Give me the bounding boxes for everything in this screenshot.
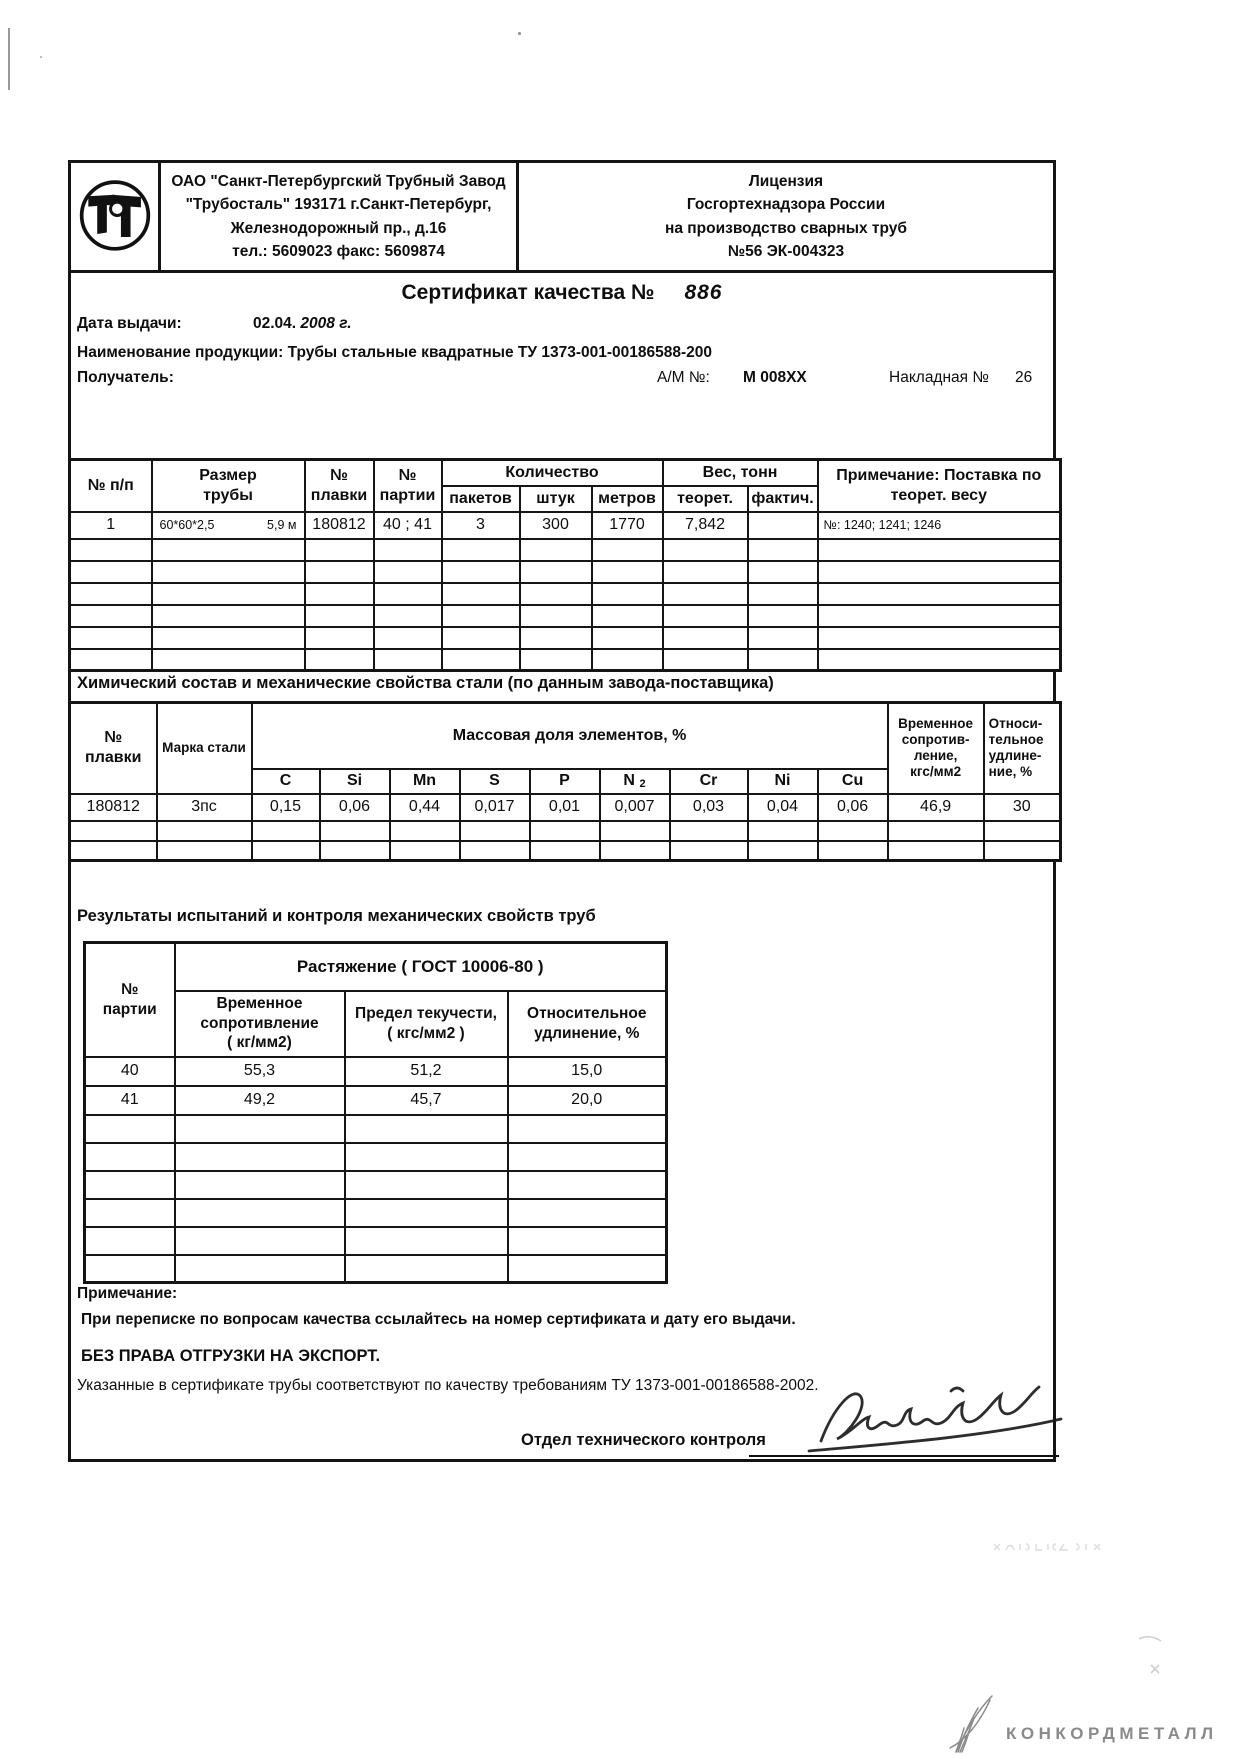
receiver-label: Получатель: <box>77 369 174 386</box>
cell-ni: 0,04 <box>748 794 818 821</box>
table-row <box>85 1227 667 1255</box>
cell-weight-theor: 7,842 <box>663 512 748 539</box>
scan-artifact-dot <box>518 32 521 35</box>
certificate-number: 886 <box>684 281 723 304</box>
product-line: Наименование продукции: Трубы стальные квадратные ТУ 1373-001-00186588-200 <box>77 344 713 361</box>
table-header-row <box>70 460 1061 486</box>
cell-cr: 0,03 <box>670 794 748 821</box>
col-elongation: Относи- тельное удлине- ние, % <box>984 703 1061 794</box>
col-element-ni: Ni <box>748 769 818 794</box>
cell-yield: 45,7 <box>345 1086 508 1115</box>
col-element-p: P <box>530 769 600 794</box>
table-row <box>85 1255 667 1283</box>
table-row <box>70 821 1061 841</box>
table-row <box>85 1171 667 1199</box>
date-label: Дата выдачи: <box>77 315 182 332</box>
invoice-label: Накладная № <box>889 369 989 386</box>
table-row <box>70 794 1061 821</box>
table-row <box>85 1057 667 1086</box>
col-element-s: S <box>460 769 530 794</box>
license-line: Госгортехнадзора России <box>686 196 886 214</box>
empty-cell <box>70 561 152 583</box>
table-row <box>70 539 1061 561</box>
cell-melt: 180812 <box>305 512 374 539</box>
col-packs: пакетов <box>442 486 520 512</box>
table-row <box>70 605 1061 627</box>
col-element-n2: N 2 <box>600 769 670 794</box>
col-pieces: штук <box>520 486 592 512</box>
fan-leaf-logo-icon <box>946 1694 998 1759</box>
empty-cell <box>85 1199 175 1227</box>
mechanical-caption: Результаты испытаний и контроля механических свойств труб <box>77 907 596 925</box>
empty-cell <box>70 539 152 561</box>
tt-monogram-logo-icon <box>75 174 155 259</box>
col-size: Размер трубы <box>152 460 305 512</box>
col-yield: Предел текучести, ( кгс/мм2 ) <box>345 991 508 1057</box>
col-tensile-strength: Временное сопротив- ление, кгс/мм2 <box>888 703 984 794</box>
col-batch: № партии <box>85 943 175 1057</box>
scan-artifact-dot <box>40 56 42 58</box>
am-label: А/М №: <box>657 369 710 386</box>
cell-grade: 3пс <box>157 794 252 821</box>
company-info <box>161 163 519 270</box>
cell-pieces: 300 <box>520 512 592 539</box>
table-row <box>85 1086 667 1115</box>
empty-cell <box>70 605 152 627</box>
cell-p: 0,01 <box>530 794 600 821</box>
cell-si: 0,06 <box>320 794 390 821</box>
col-grade: Марка стали <box>157 703 252 794</box>
empty-cell <box>70 821 157 841</box>
table-row <box>85 1199 667 1227</box>
cell-n2: 0,007 <box>600 794 670 821</box>
group-weight: Вес, тонн <box>663 460 818 486</box>
license-line: №56 ЭК-004323 <box>727 242 845 260</box>
group-tension: Растяжение ( ГОСТ 10006-80 ) <box>175 943 667 991</box>
empty-cell <box>85 1255 175 1283</box>
cell-elongation: 15,0 <box>508 1057 667 1086</box>
am-value: М 008ХХ <box>743 369 807 386</box>
empty-cell <box>70 627 152 649</box>
col-fact: фактич. <box>748 486 818 512</box>
col-element-cr: Cr <box>670 769 748 794</box>
table-row <box>85 1115 667 1143</box>
cell-s: 0,017 <box>460 794 530 821</box>
notes-line-3: Указанные в сертификате трубы соответствуют по качеству требованиям ТУ 1373-001-00186588-2002. <box>77 1377 819 1394</box>
cell-elongation: 30 <box>984 794 1061 821</box>
col-melt: № плавки <box>70 703 157 794</box>
tensile-table <box>83 941 668 1284</box>
col-meters: метров <box>592 486 663 512</box>
company-line: ОАО "Санкт-Петербургский Трубный Завод <box>171 173 506 190</box>
certificate-title <box>71 281 1053 305</box>
col-melt: № плавки <box>305 460 374 512</box>
group-quantity: Количество <box>442 460 663 486</box>
empty-cell <box>70 649 152 671</box>
cell-meters: 1770 <box>592 512 663 539</box>
cell-mn: 0,44 <box>390 794 460 821</box>
title-label: Сертификат качества № <box>401 281 655 304</box>
cell-strength: 49,2 <box>175 1086 345 1115</box>
shipment-table <box>68 458 1062 672</box>
table-row <box>85 1143 667 1171</box>
table-header-row <box>85 943 667 991</box>
cell-elongation: 20,0 <box>508 1086 667 1115</box>
cell-strength: 55,3 <box>175 1057 345 1086</box>
qc-department-label: Отдел технического контроля <box>521 1431 766 1449</box>
cell-batch: 40 ; 41 <box>374 512 442 539</box>
chemistry-caption: Химический состав и механические свойства стали (по данным завода-поставщика) <box>77 674 774 692</box>
cell-strength: 46,9 <box>888 794 984 821</box>
col-elongation: Относительное удлинение, % <box>508 991 667 1057</box>
footer-brand <box>946 1694 1218 1759</box>
chemistry-table <box>68 701 1062 862</box>
table-row <box>70 561 1061 583</box>
cell-num: 1 <box>70 512 152 539</box>
col-note: Примечание: Поставка по теорет. весу <box>818 460 1061 512</box>
table-row <box>70 649 1061 671</box>
col-element-cu: Cu <box>818 769 888 794</box>
cell-note: №: 1240; 1241; 1246 <box>818 512 1061 539</box>
scan-artifact-line <box>8 28 10 90</box>
cell-weight-fact <box>748 512 818 539</box>
handwritten-signature-icon <box>799 1375 1079 1468</box>
cell-cu: 0,06 <box>818 794 888 821</box>
empty-cell <box>70 841 157 861</box>
header <box>71 163 1053 273</box>
table-row <box>70 627 1061 649</box>
cell-batch: 40 <box>85 1057 175 1086</box>
cell-batch: 41 <box>85 1086 175 1115</box>
table-row <box>70 583 1061 605</box>
license-info <box>519 163 1053 270</box>
cell-melt: 180812 <box>70 794 157 821</box>
col-element-c: C <box>252 769 320 794</box>
cell-size: 60*60*2,5 5,9 м <box>152 512 305 539</box>
license-line: на производство сварных труб <box>665 219 907 237</box>
notes-line-1: При переписке по вопросам качества ссылайтесь на номер сертификата и дату его выдачи. <box>81 1311 796 1328</box>
group-mass-fraction: Массовая доля элементов, % <box>252 703 888 769</box>
table-row <box>70 841 1061 861</box>
empty-cell <box>85 1115 175 1143</box>
notes-label: Примечание: <box>77 1285 178 1302</box>
col-element-mn: Mn <box>390 769 460 794</box>
company-line: Железнодорожный пр., д.16 <box>230 219 447 237</box>
col-element-si: Si <box>320 769 390 794</box>
cell-packs: 3 <box>442 512 520 539</box>
certificate-frame <box>68 160 1056 1462</box>
cell-c: 0,15 <box>252 794 320 821</box>
col-num: № п/п <box>70 460 152 512</box>
cell-yield: 51,2 <box>345 1057 508 1086</box>
date-value: 02.04. 2008 г. <box>253 315 352 332</box>
license-line: Лицензия <box>748 173 824 190</box>
empty-cell <box>85 1171 175 1199</box>
stamp-remnant <box>990 1538 1120 1561</box>
company-line: тел.: 5609023 факс: 5609874 <box>232 242 445 260</box>
empty-cell <box>70 583 152 605</box>
table-header-row <box>70 703 1061 769</box>
col-strength: Временное сопротивление ( кг/мм2) <box>175 991 345 1057</box>
company-line: "Трубосталь" 193171 г.Санкт-Петербург, <box>185 196 492 214</box>
brand-name: КОНКОРДМЕТАЛЛ <box>1006 1723 1218 1743</box>
logo-cell <box>71 163 161 270</box>
scan-mark <box>1133 1631 1183 1696</box>
notes-line-2: БЕЗ ПРАВА ОТГРУЗКИ НА ЭКСПОРТ. <box>81 1347 381 1365</box>
empty-cell <box>85 1143 175 1171</box>
invoice-value: 26 <box>1015 369 1033 386</box>
table-row <box>70 512 1061 539</box>
empty-cell <box>85 1227 175 1255</box>
col-theor: теорет. <box>663 486 748 512</box>
col-batch: № партии <box>374 460 442 512</box>
